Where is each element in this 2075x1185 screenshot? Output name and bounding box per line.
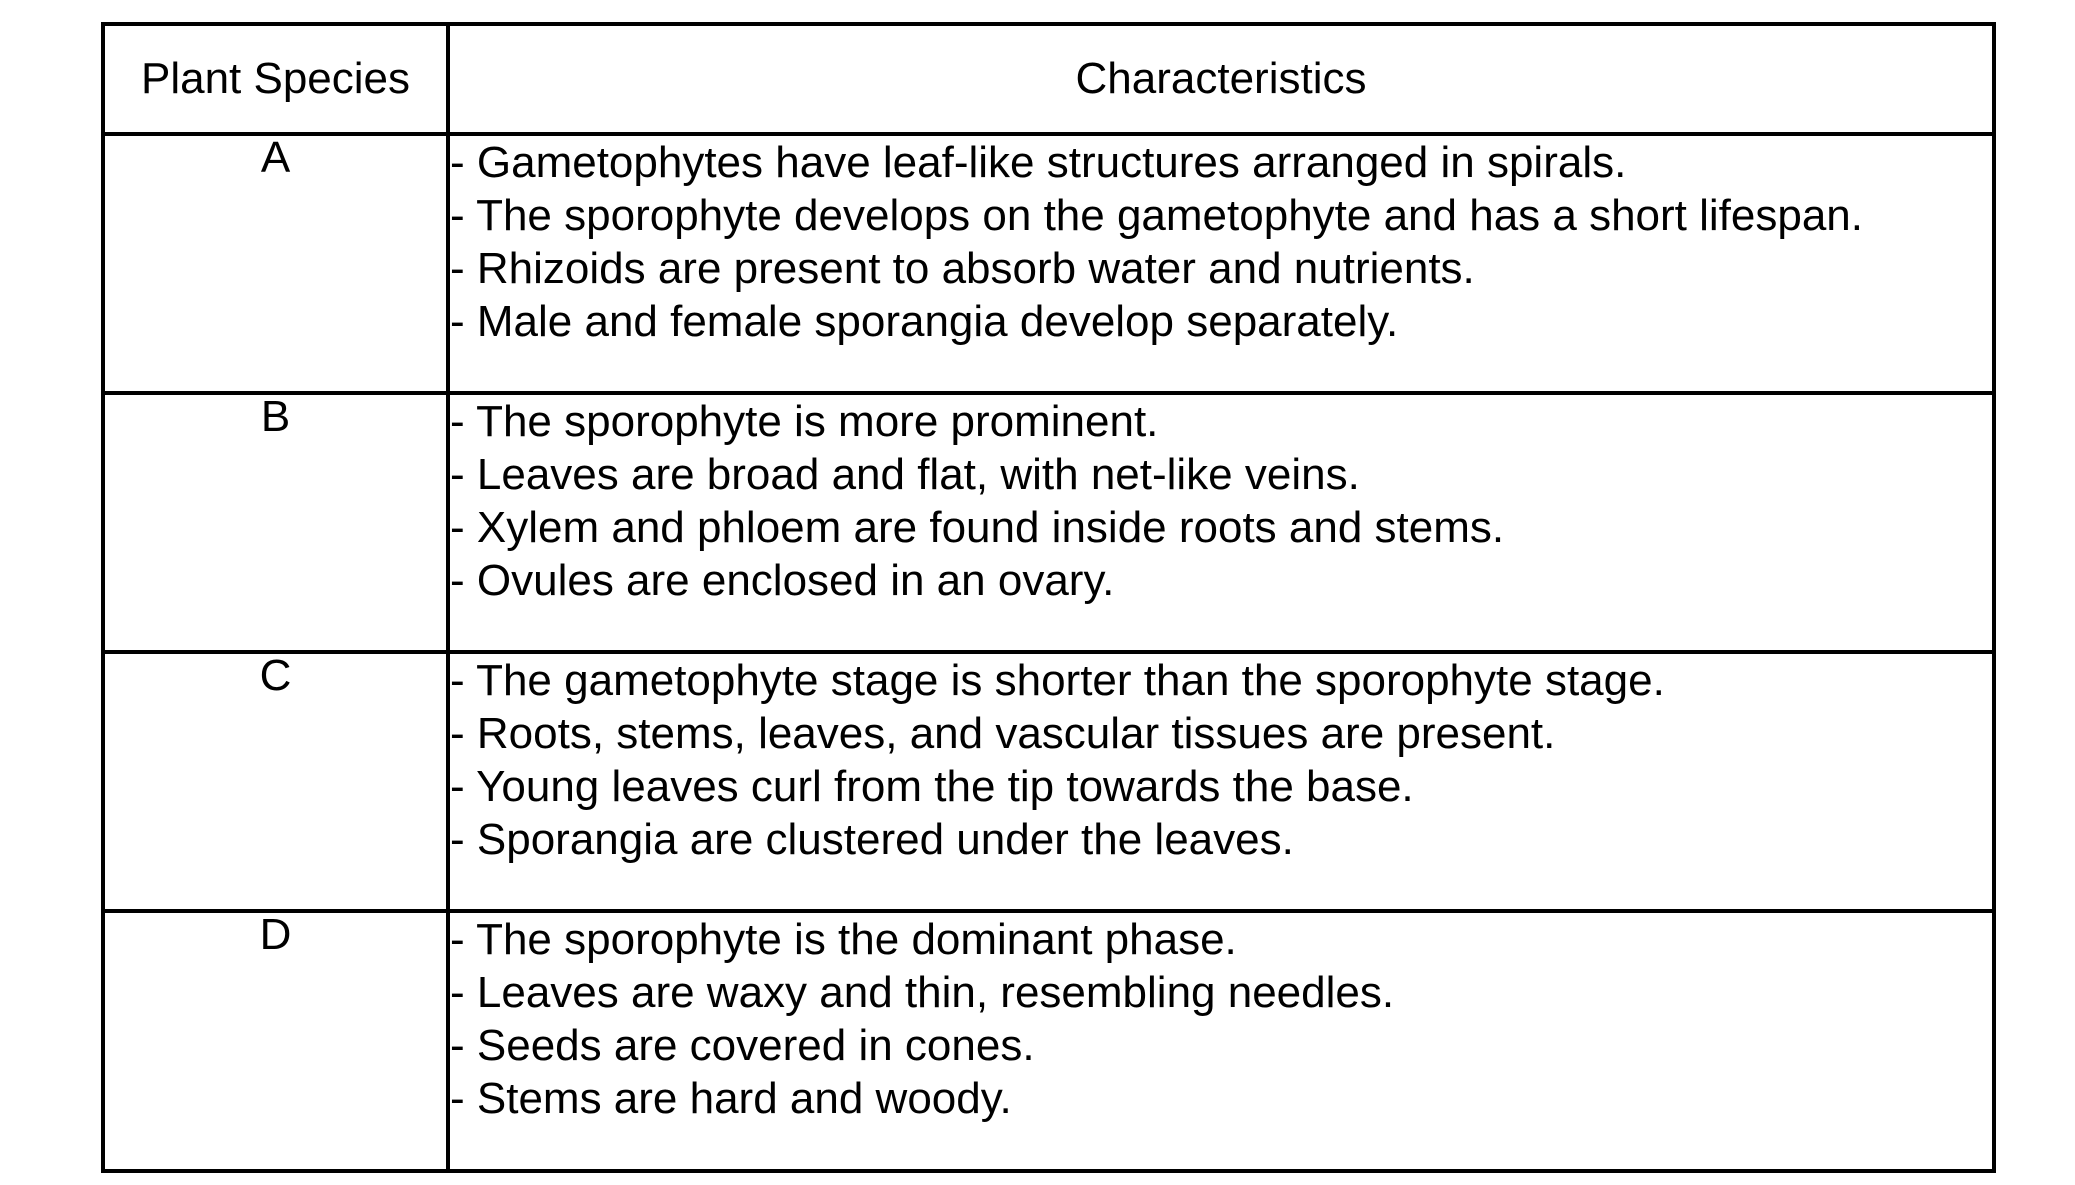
species-label: C	[103, 652, 448, 911]
characteristics-cell	[448, 652, 1994, 911]
characteristics-cell	[448, 134, 1994, 393]
species-label: B	[103, 393, 448, 652]
characteristics-cell	[448, 911, 1994, 1171]
table-header-row	[103, 24, 1994, 134]
species-label: A	[103, 134, 448, 393]
characteristic-line: - Leaves are waxy and thin, resembling needles.	[450, 968, 1395, 1017]
characteristic-line: - The sporophyte is the dominant phase.	[450, 915, 1237, 964]
table-row	[103, 134, 1994, 393]
header-characteristics: Characteristics	[448, 24, 1994, 134]
plant-characteristics-table	[101, 22, 1996, 1173]
characteristics-cell	[448, 393, 1994, 652]
characteristic-line: - Leaves are broad and flat, with net-like veins.	[450, 450, 1360, 499]
species-label: D	[103, 911, 448, 1171]
characteristic-line: - Xylem and phloem are found inside roots and stems.	[450, 503, 1505, 552]
characteristic-line: - Stems are hard and woody.	[450, 1074, 1012, 1123]
characteristic-line: - The sporophyte is more prominent.	[450, 397, 1159, 446]
characteristic-line: - Male and female sporangia develop separately.	[450, 297, 1399, 346]
characteristic-line: - Seeds are covered in cones.	[450, 1021, 1035, 1070]
table-row	[103, 911, 1994, 1171]
characteristic-line: - The gametophyte stage is shorter than the sporophyte stage.	[450, 656, 1665, 705]
characteristic-line: - Gametophytes have leaf-like structures arranged in spirals.	[450, 138, 1627, 187]
table-row	[103, 652, 1994, 911]
characteristic-line: - Rhizoids are present to absorb water and nutrients.	[450, 244, 1475, 293]
header-plant-species: Plant Species	[103, 24, 448, 134]
characteristic-line: - Roots, stems, leaves, and vascular tissues are present.	[450, 709, 1556, 758]
characteristic-line: - The sporophyte develops on the gametophyte and has a short lifespan.	[450, 191, 1864, 240]
table-row	[103, 393, 1994, 652]
characteristic-line: - Young leaves curl from the tip towards the base.	[450, 762, 1414, 811]
characteristic-line: - Ovules are enclosed in an ovary.	[450, 556, 1115, 605]
characteristic-line: - Sporangia are clustered under the leaves.	[450, 815, 1294, 864]
